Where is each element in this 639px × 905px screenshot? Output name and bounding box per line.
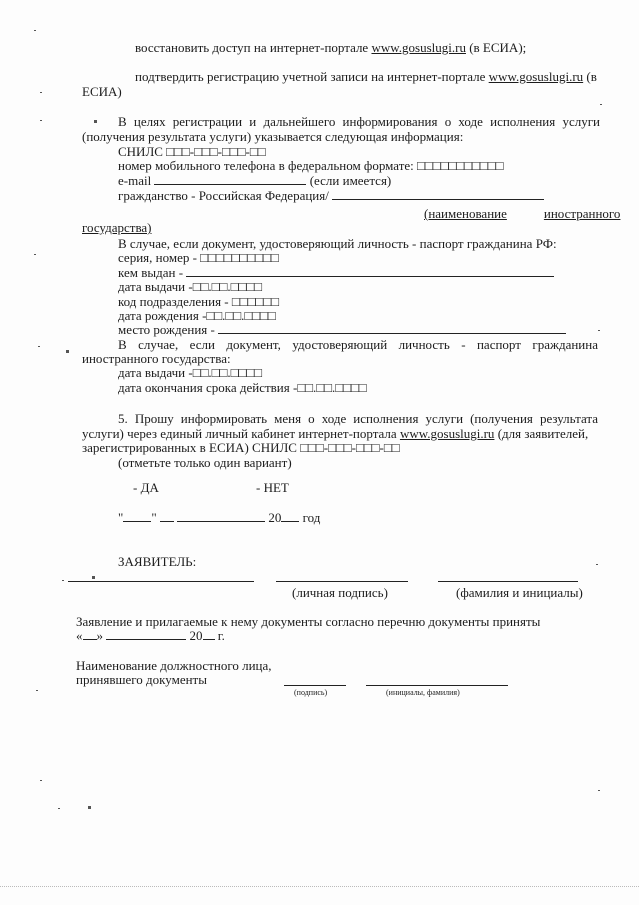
scan-mark [62,580,64,581]
year-prefix: 20 [268,510,282,525]
passport-rf-intro: В случае, если документ, удостоверяющий личность - паспорт гражданина РФ: [118,236,557,251]
phone-field[interactable]: номер мобильного телефона в федеральном формате: □□□□□□□□□□□ [118,158,504,173]
acceptance-text: Заявление и прилагаемые к нему документы согласно перечню документы приняты [76,614,541,629]
department-code-field[interactable]: код подразделения - □□□□□□ [118,294,279,309]
foreign-state-caption [424,206,620,221]
birth-place-field[interactable] [218,322,566,334]
scan-mark [38,346,40,347]
official-name-line[interactable] [366,685,508,686]
issued-by-label: кем выдан - [118,265,184,280]
official-name-caption: (инициалы, фамилия) [386,688,460,697]
day-field[interactable] [123,510,151,522]
scan-mark [598,790,600,791]
acceptance-day-field[interactable] [83,628,97,640]
year-word: год [302,510,321,525]
quote: » [96,628,103,643]
applicant-line[interactable] [68,581,254,582]
year-prefix: 20 [189,628,203,643]
year-field[interactable] [281,510,299,522]
citizenship-line [118,188,544,203]
scan-mark [92,576,95,579]
email-line [118,173,391,188]
series-number-field[interactable]: серия, номер - □□□□□□□□□□ [118,250,279,265]
signature-caption: (личная подпись) [292,585,388,600]
scan-mark [34,30,36,31]
gosuslugi-link[interactable]: www.gosuslugi.ru [371,40,466,55]
quote: " [118,510,124,525]
official-signature-caption: (подпись) [294,688,328,697]
month-field[interactable] [177,510,265,522]
email-note: (если имеется) [309,173,392,188]
scan-mark [40,92,42,93]
name-caption: (фамилия и инициалы) [456,585,583,600]
scan-mark [34,254,36,255]
applicant-heading: ЗАЯВИТЕЛЬ: [118,554,197,569]
scan-mark [40,120,42,121]
acceptance-year-field[interactable] [203,628,215,640]
confirm-registration-line [135,69,597,84]
caption-part: иностранного [543,206,621,221]
snils-field[interactable]: СНИЛС □□□-□□□-□□□-□□ [118,144,266,159]
restore-access-line [135,40,526,55]
date-line [118,510,320,525]
birth-place-label: место рождения - [118,322,215,337]
scan-mark [88,806,91,809]
registration-intro-cont: (получения результата услуги) указывается следующая информация: [82,129,464,144]
blank [160,510,174,522]
foreign-issue-date-field[interactable]: дата выдачи -□□.□□.□□□□ [118,365,263,380]
quote: " [151,510,157,525]
text: подтвердить регистрацию учетной записи на интернет-портале [135,69,489,84]
text: восстановить доступ на интернет-портале [135,40,372,55]
text: услуги) через единый личный кабинет интернет-портала [82,426,400,441]
text: (для заявителей, [494,426,589,441]
notify-request-cont [82,426,588,441]
caption-part: (наименование [424,206,507,221]
scan-mark [598,330,600,331]
text: (в ЕСИА); [465,40,527,55]
scan-mark [36,690,38,691]
issue-date-field[interactable]: дата выдачи -□□.□□.□□□□ [118,279,263,294]
registration-intro: В целях регистрации и дальнейшего информирования о ходе исполнения услуги [118,114,600,129]
year-suffix: г. [217,628,225,643]
official-signature-line[interactable] [284,685,346,686]
choose-one-note: (отметьте только один вариант) [118,455,292,470]
scan-mark [66,350,69,353]
option-yes[interactable]: - ДА [133,480,159,495]
scan-mark [40,780,42,781]
issued-by-line [118,265,554,280]
acceptance-month-field[interactable] [106,628,186,640]
scan-mark [94,120,97,123]
official-title-label-cont: принявшего документы [76,672,207,687]
official-title-label: Наименование должностного лица, [76,658,272,673]
acceptance-date [76,628,225,643]
text: (в [583,69,597,84]
birth-place-line [118,322,566,337]
email-field[interactable] [154,173,306,185]
signature-line[interactable] [276,581,408,582]
snils-esia-field[interactable]: зарегистрированных в ЕСИА) СНИЛС □□□-□□□-□□□-□□ [82,440,400,455]
name-line[interactable] [438,581,578,582]
esia-label: ЕСИА) [82,84,122,99]
expiry-date-field[interactable]: дата окончания срока действия -□□.□□.□□□□ [118,380,367,395]
passport-foreign-intro: В случае, если документ, удостоверяющий личность - паспорт гражданина [118,337,598,352]
page-edge [0,886,639,887]
scan-mark [600,104,602,105]
foreign-state-caption-cont: государства) [82,220,152,235]
issued-by-field[interactable] [186,265,554,277]
gosuslugi-link[interactable]: www.gosuslugi.ru [399,426,495,441]
quote: « [76,628,83,643]
email-label: e-mail [118,173,152,188]
notify-request: 5. Прошу информировать меня о ходе исполнения услуги (получения результата [118,411,598,426]
passport-foreign-intro-cont: иностранного государства: [82,351,231,366]
citizenship-label: гражданство - Российская Федерация/ [118,188,329,203]
option-no[interactable]: - НЕТ [256,480,289,495]
scan-mark [58,808,60,809]
birth-date-field[interactable]: дата рождения -□□.□□.□□□□ [118,308,276,323]
gosuslugi-link[interactable]: www.gosuslugi.ru [488,69,584,84]
scan-mark [596,564,598,565]
citizenship-field[interactable] [332,188,544,200]
